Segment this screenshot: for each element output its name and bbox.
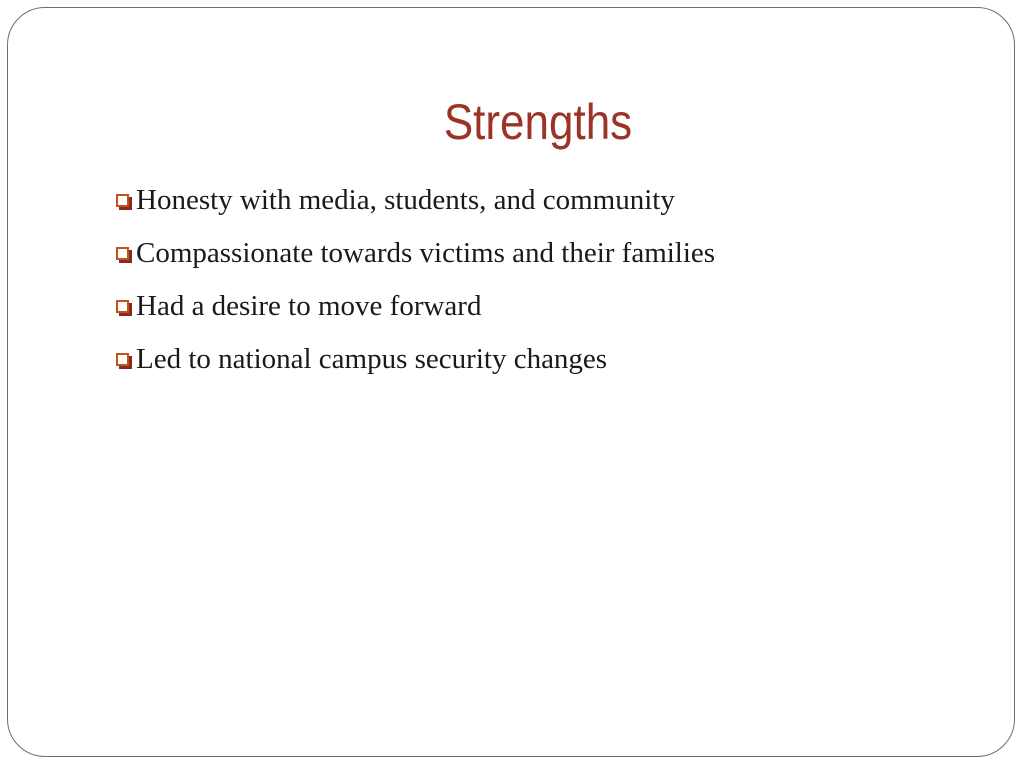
slide-title: Strengths	[443, 94, 633, 150]
bullet-text: Compassionate towards victims and their families	[136, 237, 716, 269]
bullet-text: Honesty with media, students, and community	[136, 184, 675, 216]
slide-frame	[7, 7, 1015, 757]
checkbox-bullet-icon	[116, 194, 131, 209]
list-item	[116, 280, 715, 333]
list-item	[116, 174, 715, 227]
bullet-text: Had a desire to move forward	[136, 290, 482, 322]
checkbox-bullet-icon	[116, 300, 131, 315]
bullet-list	[116, 174, 715, 386]
list-item	[116, 333, 715, 386]
checkbox-bullet-icon	[116, 247, 131, 262]
checkbox-bullet-icon	[116, 353, 131, 368]
bullet-text: Led to national campus security changes	[136, 343, 608, 375]
list-item	[116, 227, 715, 280]
